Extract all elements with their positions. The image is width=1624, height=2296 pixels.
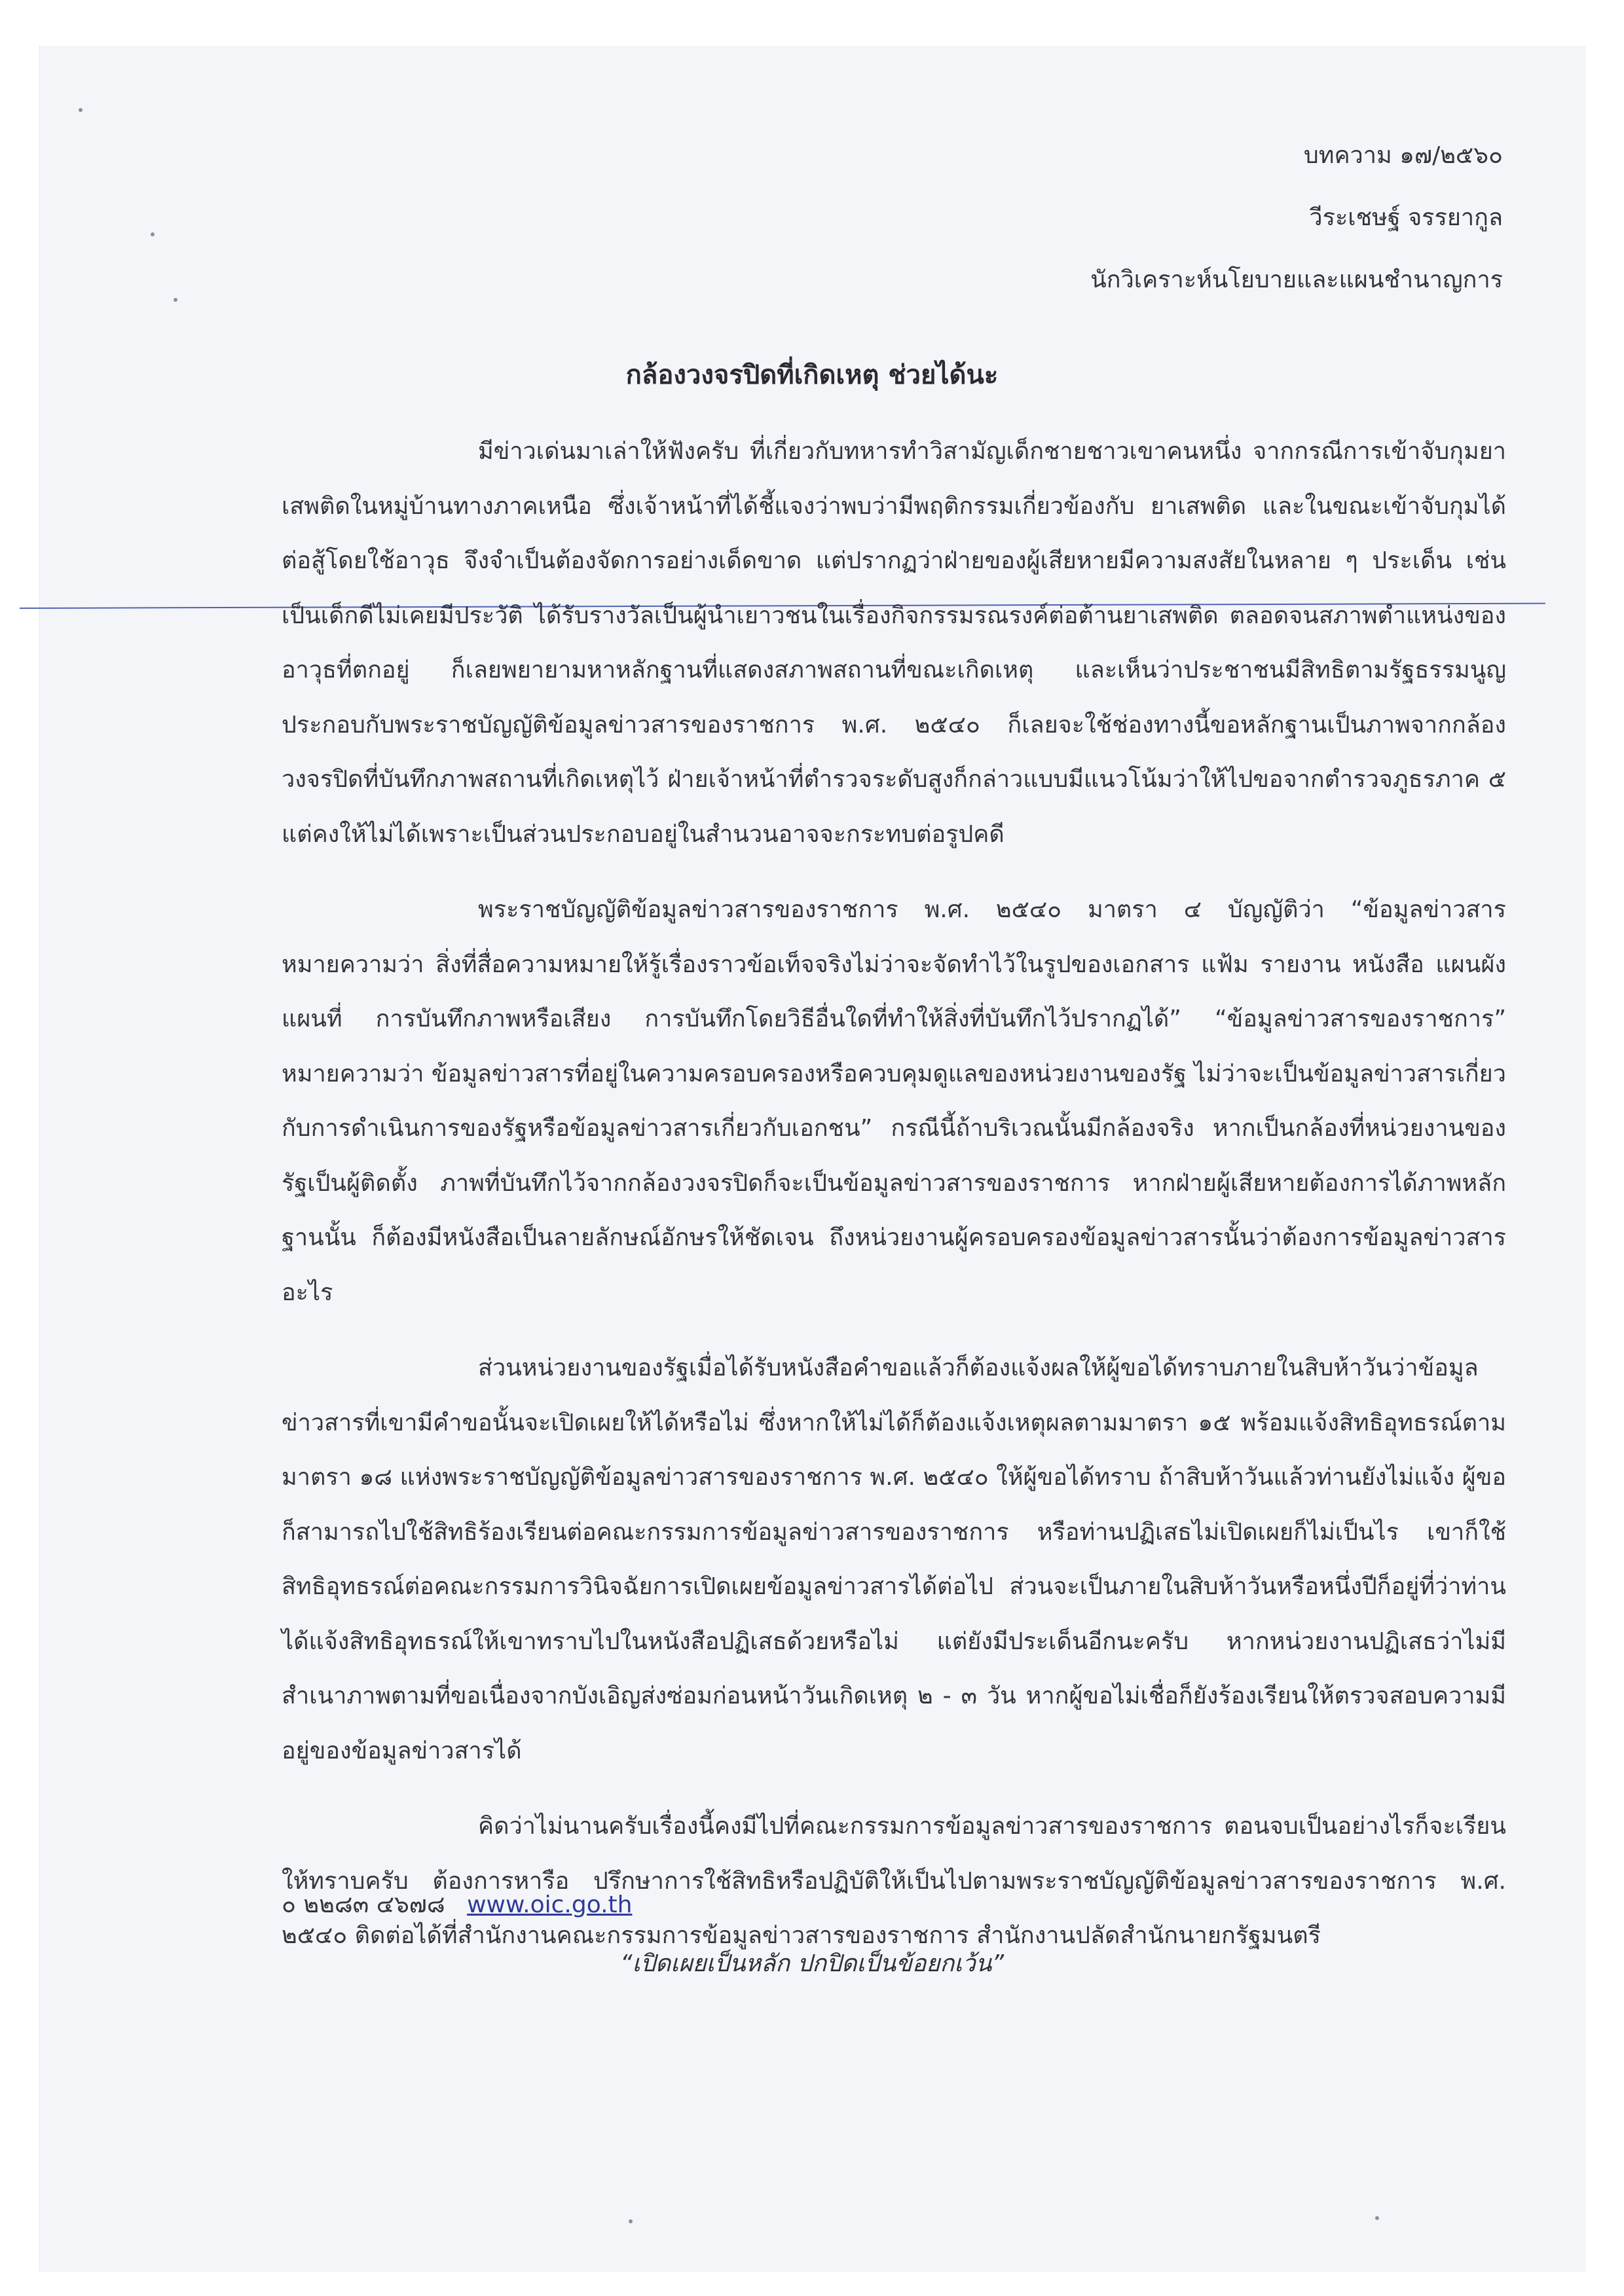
- author-position: นักวิเคราะห์นโยบายและแผนชำนาญการ: [1090, 266, 1503, 293]
- document-body: [282, 424, 1506, 1963]
- paragraph-2: พระราชบัญญัติข้อมูลข่าวสารของราชการ พ.ศ. ๒๕๔๐ มาตรา ๔ บัญญัติว่า “ข้อมูลข่าวสาร หมายความว่า สิ่งที่สื่อความหมายให้รู้เรื่องราวข้อเท็จจริงไม่ว่าจะจัดทำไว้ในรูปของเอกสาร แฟ้ม รายงาน หนังสือ แผนผัง แผนที่ การบันทึกภาพหรือเสียง การบันทึกโดยวิธีอื่นใดที่ทำให้สิ่งที่บันทึกไว้ปรากฏได้” “ข้อมูลข่าวสารของราชการ” หมายความว่า ข้อมูลข่าวสารที่อยู่ในความครอบครองหรือควบคุมดูแลของหน่วยงานของรัฐ ไม่ว่าจะเป็นข้อมูลข่าวสารเกี่ยวกับการดำเนินการของรัฐหรือข้อมูลข่าวสารเกี่ยวกับเอกชน” กรณีนี้ถ้าบริเวณนั้นมีกล้องจริง หากเป็นกล้องที่หน่วยงานของรัฐเป็นผู้ติดตั้ง ภาพที่บันทึกไว้จากกล้องวงจรปิดก็จะเป็นข้อมูลข่าวสารของราชการ หากฝ่ายผู้เสียหายต้องการได้ภาพหลักฐานนั้น ก็ต้องมีหนังสือเป็นลายลักษณ์อักษรให้ชัดเจน ถึงหน่วยงานผู้ครอบครองข้อมูลข่าวสารนั้นว่าต้องการข้อมูลข่าวสารอะไร: [282, 896, 1506, 1306]
- document-header: [1090, 124, 1503, 311]
- paragraph-4: คิดว่าไม่นานครับเรื่องนี้คงมีไปที่คณะกรรมการข้อมูลข่าวสารของราชการ ตอนจบเป็นอย่างไรก็จะเรียนให้ทราบครับ ต้องการหารือ ปรึกษาการใช้สิทธิหรือปฏิบัติให้เป็นไปตามพระราชบัญญัติข้อมูลข่าวสารของราชการ พ.ศ. ๒๕๔๐ ติดต่อได้ที่สำนักงานคณะกรรมการข้อมูลข่าวสารของราชการ สำนักงานปลัดสำนักนายกรัฐมนตรี: [282, 1813, 1506, 1949]
- paragraph-1: มีข่าวเด่นมาเล่าให้ฟังครับ ที่เกี่ยวกับทหารทำวิสามัญเด็กชายชาวเขาคนหนึ่ง จากกรณีการเข้าจับกุมยาเสพติดในหมู่บ้านทางภาคเหนือ ซึ่งเจ้าหน้าที่ได้ชี้แจงว่าพบว่ามีพฤติกรรมเกี่ยวข้องกับ ยาเสพติด และในขณะเข้าจับกุมได้ต่อสู้โดยใช้อาวุธ จึงจำเป็นต้องจัดการอย่างเด็ดขาด แต่ปรากฏว่าฝ่ายของผู้เสียหายมีความสงสัยในหลาย ๆ ประเด็น เช่น เป็นเด็กดีไม่เคยมีประวัติ ได้รับรางวัลเป็นผู้นำเยาวชนในเรื่องกิจกรรมรณรงค์ต่อต้านยาเสพติด ตลอดจนสภาพตำแหน่งของอาวุธที่ตกอยู่ ก็เลยพยายามหาหลักฐานที่แสดงสภาพสถานที่ขณะเกิดเหตุ และเห็นว่าประชาชนมีสิทธิตามรัฐธรรมนูญ ประกอบกับพระราชบัญญัติข้อมูลข่าวสารของราชการ พ.ศ. ๒๕๔๐ ก็เลยจะใช้ช่องทางนี้ขอหลักฐานเป็นภาพจากกล้องวงจรปิดที่บันทึกภาพสถานที่เกิดเหตุไว้ ฝ่ายเจ้าหน้าที่ตำรวจระดับสูงก็กล่าวแบบมีแนวโน้มว่าให้ไปขอจากตำรวจภูธรภาค ๕ แต่คงให้ไม่ได้เพราะเป็นส่วนประกอบอยู่ในสำนวนอาจจะกระทบต่อรูปคดี: [282, 438, 1506, 848]
- website-link[interactable]: www.oic.go.th: [467, 1891, 633, 1918]
- contact-line: [282, 1886, 632, 1923]
- slogan: “เปิดเผยเป็นหลัก ปกปิดเป็นข้อยกเว้น”: [619, 1950, 1005, 1977]
- paragraph-3: ส่วนหน่วยงานของรัฐเมื่อได้รับหนังสือคำขอแล้วก็ต้องแจ้งผลให้ผู้ขอได้ทราบภายในสิบห้าวันว่าข้อมูลข่าวสารที่เขามีคำขอนั้นจะเปิดเผยให้ได้หรือไม่ ซึ่งหากให้ไม่ได้ก็ต้องแจ้งเหตุผลตามมาตรา ๑๕ พร้อมแจ้งสิทธิอุทธรณ์ตามมาตรา ๑๘ แห่งพระราชบัญญัติข้อมูลข่าวสารของราชการ พ.ศ. ๒๕๔๐ ให้ผู้ขอได้ทราบ ถ้าสิบห้าวันแล้วท่านยังไม่แจ้ง ผู้ขอก็สามารถไปใช้สิทธิร้องเรียนต่อคณะกรรมการข้อมูลข่าวสารของราชการ หรือท่านปฏิเสธไม่เปิดเผยก็ไม่เป็นไร เขาก็ใช้สิทธิอุทธรณ์ต่อคณะกรรมการวินิจฉัยการเปิดเผยข้อมูลข่าวสารได้ต่อไป ส่วนจะเป็นภายในสิบห้าวันหรือหนึ่งปีก็อยู่ที่ว่าท่านได้แจ้งสิทธิอุทธรณ์ให้เขาทราบไปในหนังสือปฏิเสธด้วยหรือไม่ แต่ยังมีประเด็นอีกนะครับ หากหน่วยงานปฏิเสธว่าไม่มีสำเนาภาพตามที่ขอเนื่องจากบังเอิญส่งซ่อมก่อนหน้าวันเกิดเหตุ ๒ - ๓ วัน หากผู้ขอไม่เชื่อก็ยังร้องเรียนให้ตรวจสอบความมีอยู่ของข้อมูลข่าวสารได้: [282, 1355, 1506, 1764]
- article-number: บทความ ๑๗/๒๕๖๐: [1303, 142, 1503, 169]
- contact-phone: ๐ ๒๒๘๓ ๔๖๗๘: [282, 1891, 445, 1918]
- document-title: กล้องวงจรปิดที่เกิดเหตุ ช่วยได้นะ: [625, 360, 999, 390]
- author-name: วีระเชษฐ์ จรรยากูล: [1309, 204, 1503, 231]
